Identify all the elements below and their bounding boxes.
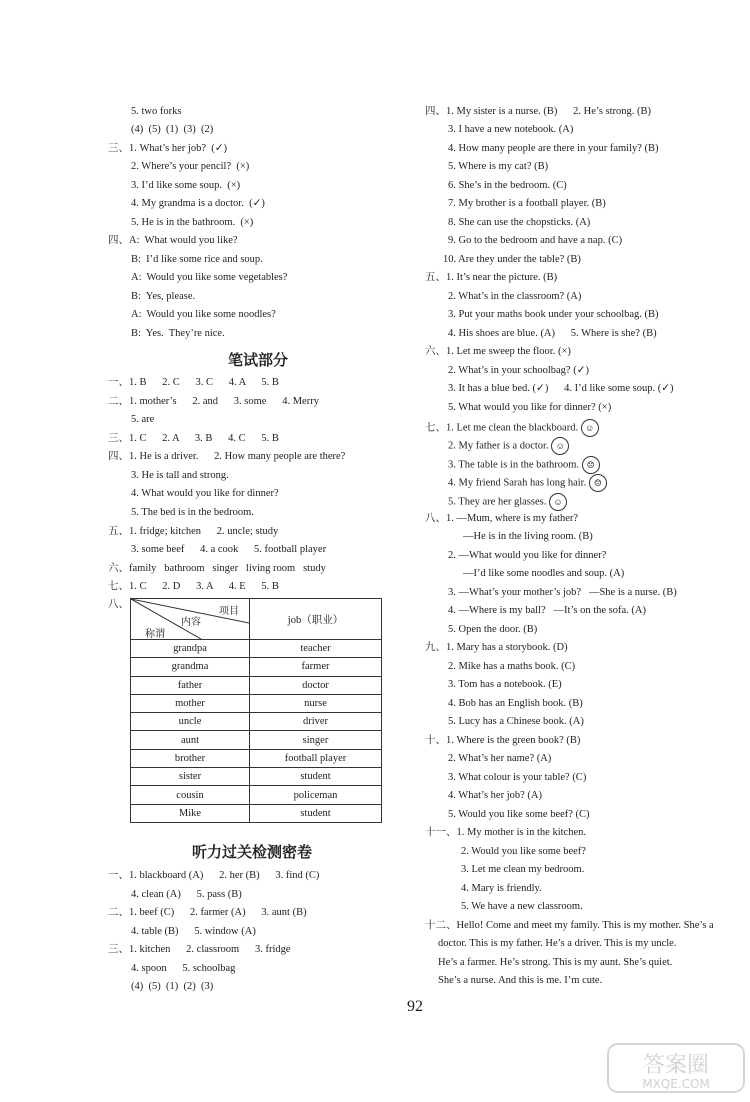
answer-line: 十二、Hello! Come and meet my family. This is my mother. She’s a — [425, 920, 714, 931]
watermark-graphic — [606, 1040, 746, 1096]
table-cell: policeman — [250, 786, 382, 804]
answer-text: 3. The table is in the bathroom. — [448, 459, 580, 471]
answer-line: A: Would you like some noodles? — [131, 309, 276, 320]
table-cell: sister — [131, 768, 250, 786]
answer-line: 2. Mike has a maths book. (C) — [448, 661, 576, 672]
answer-line: doctor. This is my father. He’s a driver. This is my uncle. — [438, 938, 677, 949]
answer-line: 4. —Where is my ball? —It’s on the sofa. (A) — [448, 605, 646, 616]
answer-line: 2. Where’s your pencil? (×) — [131, 161, 250, 172]
answer-line: She’s a nurse. And this is me. I’m cute. — [438, 975, 603, 986]
smiley-face-icon: ☺ — [551, 437, 569, 455]
answer-line: (4) (5) (1) (2) (3) — [131, 981, 214, 992]
answer-line: 二、1. mother’s 2. and 3. some 4. Merry — [108, 396, 319, 407]
answer-line: 2. What’s in your schoolbag? (✓) — [448, 365, 589, 376]
answer-line: 3. What colour is your table? (C) — [448, 772, 587, 783]
table-row — [131, 694, 382, 712]
answer-line: 6. She’s in the bedroom. (C) — [448, 180, 567, 191]
answer-line: 5. two forks — [131, 106, 182, 117]
answer-line — [448, 456, 600, 474]
answer-line: 8. She can use the chopsticks. (A) — [448, 217, 591, 228]
answer-line: 4. Bob has an English book. (B) — [448, 698, 583, 709]
table-diagonal-header — [131, 599, 250, 640]
svg-text:MXQE.COM: MXQE.COM — [642, 1077, 710, 1091]
table-cell: cousin — [131, 786, 250, 804]
table-cell: uncle — [131, 713, 250, 731]
answer-line: 2. What’s her name? (A) — [448, 753, 552, 764]
answer-line: 7. My brother is a football player. (B) — [448, 198, 606, 209]
page-number: 92 — [407, 998, 423, 1015]
answer-line: 5. He is in the bathroom. (×) — [131, 217, 254, 228]
table-cell: nurse — [250, 694, 382, 712]
header-job: job（职业） — [250, 599, 382, 640]
table-cell: doctor — [250, 676, 382, 694]
answer-line: 5. Lucy has a Chinese book. (A) — [448, 716, 584, 727]
table-cell: football player — [250, 749, 382, 767]
answer-line: 5. The bed is in the bedroom. — [131, 507, 254, 518]
answer-line: 一、1. B 2. C 3. C 4. A 5. B — [108, 377, 279, 388]
table-row — [131, 658, 382, 676]
answer-line: 四、A: What would you like? — [108, 235, 238, 246]
sad-face-icon: ☹ — [582, 456, 600, 474]
answer-line: 4. Mary is friendly. — [461, 883, 542, 894]
watermark-logo — [606, 1040, 746, 1100]
answer-line: 4. What would you like for dinner? — [131, 488, 279, 499]
svg-text:答案圈: 答案圈 — [642, 1053, 710, 1078]
answer-line: 3. It has a blue bed. (✓) 4. I’d like some soup. (✓) — [448, 383, 674, 394]
answer-line: 3. Put your maths book under your schoolbag. (B) — [448, 309, 659, 320]
answer-line: B: Yes. They’re nice. — [131, 328, 225, 339]
answer-line: 九、1. Mary has a storybook. (D) — [425, 642, 568, 653]
answer-line: 5. Would you like some beef? (C) — [448, 809, 590, 820]
table-cell: father — [131, 676, 250, 694]
header-item: 项目 — [219, 606, 239, 617]
table-row — [131, 713, 382, 731]
answer-line — [448, 474, 607, 492]
answer-line: 3. Let me clean my bedroom. — [461, 864, 585, 875]
answer-line: 3. I’d like some soup. (×) — [131, 180, 241, 191]
smiley-face-icon: ☺ — [549, 493, 567, 511]
answer-line: 六、1. Let me sweep the floor. (×) — [425, 346, 571, 357]
table-row — [131, 640, 382, 658]
table-row — [131, 786, 382, 804]
table-row — [131, 676, 382, 694]
section-title-listening: 听力过关检测密卷 — [192, 843, 313, 861]
answer-line: 9. Go to the bedroom and have a nap. (C) — [448, 235, 623, 246]
table-cell: teacher — [250, 640, 382, 658]
answer-line: 10. Are they under the table? (B) — [443, 254, 581, 265]
answer-line: 4. My grandma is a doctor. (✓) — [131, 198, 265, 209]
answer-line: 3. some beef 4. a cook 5. football player — [131, 544, 327, 555]
answer-line: 二、1. beef (C) 2. farmer (A) 3. aunt (B) — [108, 907, 307, 918]
table-cell: grandma — [131, 658, 250, 676]
answer-line: 三、1. C 2. A 3. B 4. C 5. B — [108, 433, 279, 444]
answer-line: 八、1. —Mum, where is my father? — [425, 513, 579, 524]
job-table — [130, 598, 382, 823]
table-cell: mother — [131, 694, 250, 712]
table-cell: grandpa — [131, 640, 250, 658]
table-cell: student — [250, 768, 382, 786]
answer-line: A: Would you like some vegetables? — [131, 272, 288, 283]
table-row — [131, 804, 382, 822]
answer-line: 2. Would you like some beef? — [461, 846, 586, 857]
sad-face-icon: ☹ — [589, 474, 607, 492]
answer-line: 5. Open the door. (B) — [448, 624, 538, 635]
answer-line: (4) (5) (1) (3) (2) — [131, 124, 214, 135]
answer-line: —He is in the living room. (B) — [463, 531, 593, 542]
answer-line: —I’d like some noodles and soup. (A) — [463, 568, 625, 579]
answer-line — [425, 419, 599, 437]
answer-line: 六、family bathroom singer living room study — [108, 563, 326, 574]
table-cell: student — [250, 804, 382, 822]
answer-line — [448, 437, 569, 455]
answer-line: 三、1. kitchen 2. classroom 3. fridge — [108, 944, 291, 955]
smiley-face-icon: ☺ — [581, 419, 599, 437]
table-cell: farmer — [250, 658, 382, 676]
answer-line: 八、 — [108, 599, 129, 610]
answer-line: 4. His shoes are blue. (A) 5. Where is she? (B) — [448, 328, 657, 339]
answer-text: 5. They are her glasses. — [448, 496, 547, 508]
answer-line: 三、1. What’s her job? (✓) — [108, 143, 228, 154]
answer-line: 五、1. fridge; kitchen 2. uncle; study — [108, 526, 279, 537]
answer-text: 4. My friend Sarah has long hair. — [448, 477, 587, 489]
table-cell: Mike — [131, 804, 250, 822]
table-row — [131, 731, 382, 749]
answer-line: 5. Where is my cat? (B) — [448, 161, 549, 172]
answer-line: 一、1. blackboard (A) 2. her (B) 3. find (C) — [108, 870, 320, 881]
header-content: 内容 — [181, 617, 201, 628]
table-cell: singer — [250, 731, 382, 749]
table-cell: aunt — [131, 731, 250, 749]
answer-line: 4. table (B) 5. window (A) — [131, 926, 256, 937]
header-title: 称谓 — [145, 629, 165, 640]
answer-line: 五、1. It’s near the picture. (B) — [425, 272, 558, 283]
answer-line: B: Yes, please. — [131, 291, 196, 302]
answer-line: 3. I have a new notebook. (A) — [448, 124, 574, 135]
answer-line: 七、1. C 2. D 3. A 4. E 5. B — [108, 581, 279, 592]
answer-text: 2. My father is a doctor. — [448, 440, 549, 452]
answer-line: 十、1. Where is the green book? (B) — [425, 735, 581, 746]
answer-line: 4. clean (A) 5. pass (B) — [131, 889, 242, 900]
answer-line: 5. What would you like for dinner? (×) — [448, 402, 612, 413]
table-row — [131, 768, 382, 786]
answer-line: 3. He is tall and strong. — [131, 470, 229, 481]
table-cell: brother — [131, 749, 250, 767]
section-title-written: 笔试部分 — [228, 351, 289, 369]
answer-text: 七、1. Let me clean the blackboard. — [425, 422, 579, 434]
answer-line: 4. What’s her job? (A) — [448, 790, 542, 801]
answer-line: 5. We have a new classroom. — [461, 901, 583, 912]
answer-line: 5. are — [131, 414, 155, 425]
answer-line: 3. —What’s your mother’s job? —She is a nurse. (B) — [448, 587, 677, 598]
answer-line: 4. How many people are there in your family? (B) — [448, 143, 659, 154]
answer-line: 3. Tom has a notebook. (E) — [448, 679, 562, 690]
answer-line: 十一、1. My mother is in the kitchen. — [425, 827, 586, 838]
answer-line: 四、1. He is a driver. 2. How many people are there? — [108, 451, 346, 462]
answer-line — [448, 493, 567, 511]
answer-line: 四、1. My sister is a nurse. (B) 2. He’s strong. (B) — [425, 106, 652, 117]
answer-line: He’s a farmer. He’s strong. This is my aunt. She’s quiet. — [438, 957, 673, 968]
table-row — [131, 749, 382, 767]
answer-line: B: I’d like some rice and soup. — [131, 254, 263, 265]
answer-line: 4. spoon 5. schoolbag — [131, 963, 236, 974]
answer-line: 2. —What would you like for dinner? — [448, 550, 607, 561]
table-cell: driver — [250, 713, 382, 731]
answer-line: 2. What’s in the classroom? (A) — [448, 291, 582, 302]
